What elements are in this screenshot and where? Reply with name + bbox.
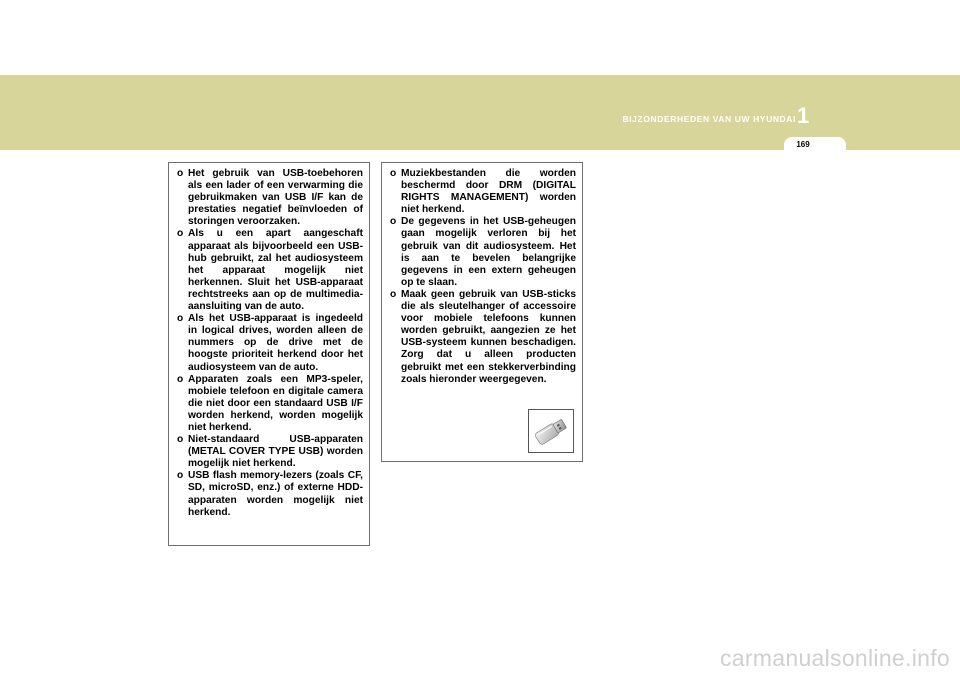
usb-figure <box>528 409 574 453</box>
list-item: o Niet-standaard USB-apparaten (METAL COVER TYPE USB) worden mogelijk niet herkend. <box>177 434 363 470</box>
list-item: o Als het USB-apparaat is ingedeeld in logical drives, worden alleen de nummers op de drive met de hoogste prioriteit herkend door het audiosysteem van de auto. <box>177 313 363 373</box>
chapter-number: 1 <box>797 103 810 128</box>
list-item: o Muziekbestanden die worden beschermd door DRM (DIGITAL RIGHTS MANAGEMENT) worden niet herkend. <box>390 168 576 216</box>
list-item: o Maak geen gebruik van USB-sticks die als sleutelhanger of accessoire voor mobiele telefoons kunnen worden gebruikt, aangezien ze het USB-systeem kunnen beschadigen. Zorg dat u alleen producten gebruikt met een stekkerverbinding zoals hieronder weergegeven. <box>390 289 576 386</box>
list-item: o De gegevens in het USB-geheugen gaan mogelijk verloren bij het gebruik van dit audiosysteem. Het is aan te bevelen belangrijke gegevens in een extern geheugen op te slaan. <box>390 216 576 289</box>
right-column <box>381 162 583 462</box>
section-title: BIJZONDERHEDEN VAN UW HYUNDAI <box>622 114 796 124</box>
watermark: carmanualsonline.info <box>719 645 950 671</box>
list-item: o Als u een apart aangeschaft apparaat als bijvoorbeeld een USB-hub gebruikt, zal het audiosysteem het apparaat mogelijk niet herkennen. Sluit het USB-apparaat rechtstreeks aan op de multimedia-aansluiting van de auto. <box>177 228 363 313</box>
list-item: o Het gebruik van USB-toebehoren als een lader of een verwarming die gebruikmaken van USB I/F kan de prestaties negatief beïnvloeden of storingen veroorzaken. <box>177 168 363 228</box>
list-item: o Apparaten zoals een MP3-speler, mobiele telefoon en digitale camera die niet door een standaard USB I/F worden herkend, worden mogelijk niet herkend. <box>177 374 363 434</box>
left-bullet-list <box>169 163 369 519</box>
left-column <box>168 162 370 546</box>
usb-stick-icon <box>529 410 573 452</box>
right-bullet-list <box>382 163 582 386</box>
page-number: 169 <box>796 140 810 149</box>
list-item: o USB flash memory-lezers (zoals CF, SD, microSD, enz.) of externe HDD-apparaten worden mogelijk niet herkend. <box>177 470 363 518</box>
